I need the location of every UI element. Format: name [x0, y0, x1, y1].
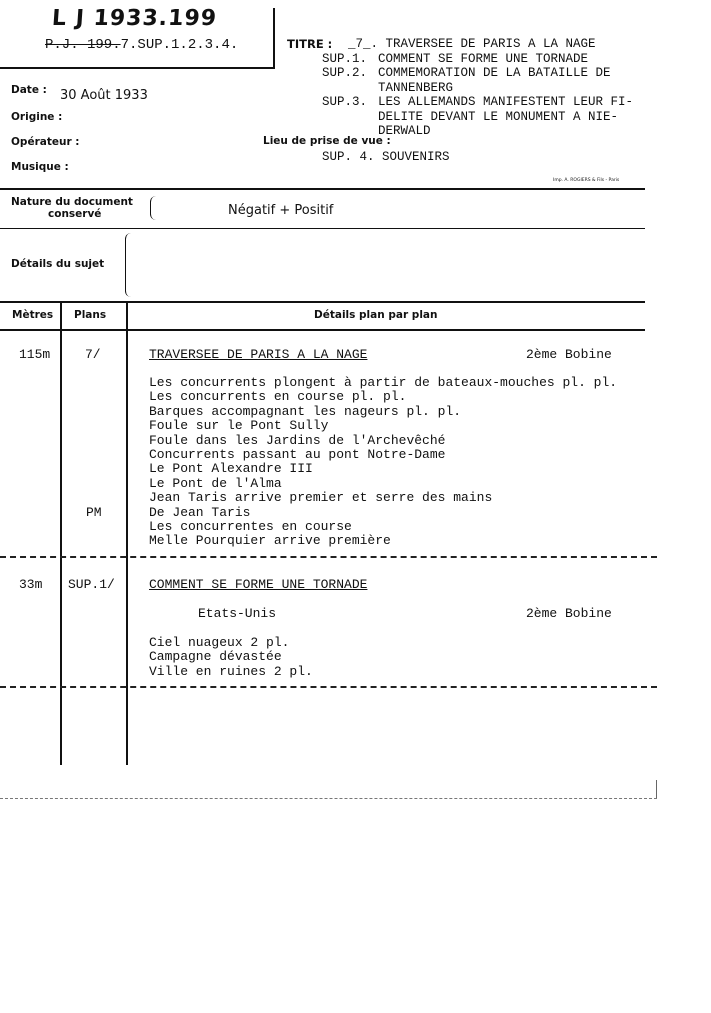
nature-label-line1: Nature du document	[11, 196, 133, 208]
section1-bobine: 2ème Bobine	[526, 347, 612, 362]
title-row: DELITE DEVANT LE MONUMENT A NIE-	[378, 109, 619, 124]
title-row: _7_. TRAVERSEE DE PARIS A LA NAGE	[347, 37, 596, 51]
title-row: DERWALD	[378, 124, 431, 138]
struck-reference: P.J. 199.	[45, 37, 121, 53]
nature-label-line2: conservé	[48, 208, 102, 220]
section1-title: TRAVERSEE DE PARIS A LA NAGE	[149, 347, 368, 362]
column-divider-metres	[60, 303, 62, 765]
nature-value: Négatif + Positif	[228, 203, 334, 218]
shot-line: Foule sur le Pont Sully	[149, 418, 329, 434]
title-row-sup4: SUP. 4. SOUVENIRS	[322, 150, 450, 164]
section1-shot-list	[149, 376, 617, 549]
col-header-plans: Plans	[74, 309, 107, 321]
musique-label: Musique :	[11, 161, 69, 173]
shot-line: Barques accompagnant les nageurs pl. pl.	[149, 403, 462, 419]
reference-line	[45, 37, 238, 53]
section2-divider	[0, 686, 657, 688]
details-sujet-brace	[125, 233, 132, 297]
section1-pm-label: PM	[86, 505, 102, 520]
shot-line: Foule dans les Jardins de l'Archevêché	[149, 432, 446, 448]
shot-line: Jean Taris arrive premier et serre des mains	[149, 490, 493, 506]
date-label: Date :	[11, 84, 47, 96]
header-box-right-border	[273, 8, 275, 68]
shot-line: Melle Pourquier arrive première	[149, 533, 391, 549]
section-divider-nature	[0, 228, 645, 229]
details-sujet-label: Détails du sujet	[11, 258, 105, 270]
section1-metres: 115m	[19, 347, 51, 362]
section1-divider	[0, 556, 657, 558]
lieu-label: Lieu de prise de vue :	[263, 135, 391, 147]
reference-suffix: 7.SUP.1.2.3.4.	[120, 37, 239, 53]
title-row: SUP.3. LES ALLEMANDS MANIFESTENT LEUR FI-	[322, 95, 634, 109]
section2-plan: SUP.1/	[68, 577, 115, 592]
shot-line: De Jean Taris	[149, 504, 251, 520]
title-row: SUP.1. COMMENT SE FORME UNE TORNADE	[322, 51, 589, 66]
table-header-top-rule	[0, 301, 645, 303]
shot-line: Les concurrents en course pl. pl.	[149, 389, 407, 405]
section2-shot-list	[149, 636, 313, 679]
shot-line: Le Pont de l'Alma	[149, 475, 282, 491]
origine-label: Origine :	[11, 111, 63, 123]
col-header-details: Détails plan par plan	[314, 309, 438, 321]
header-box-bottom-border	[0, 67, 275, 69]
section2-metres: 33m	[19, 577, 43, 592]
shot-line: Ville en ruines 2 pl.	[149, 663, 313, 679]
shot-line: Les concurrents plongent à partir de bateaux-mouches pl. pl.	[149, 375, 618, 390]
section2-subtitle: Etats-Unis	[198, 606, 277, 621]
shot-line: Les concurrentes en course	[149, 519, 352, 535]
shot-line: Le Pont Alexandre III	[149, 461, 313, 477]
date-value: 30 Août 1933	[60, 88, 148, 103]
section-divider-top	[0, 188, 645, 190]
page-bottom-rule	[0, 798, 657, 799]
section2-bobine: 2ème Bobine	[526, 606, 612, 621]
handwritten-reference: L J 1933.199	[51, 6, 218, 31]
shot-line: Concurrents passant au pont Notre-Dame	[149, 447, 446, 463]
printer-mark: Imp. A. ROGIERS & Fils - Paris	[553, 178, 620, 183]
col-header-metres: Mètres	[12, 309, 54, 321]
title-list	[322, 37, 633, 139]
section1-plan: 7/	[85, 347, 101, 362]
operateur-label: Opérateur :	[11, 136, 80, 148]
column-divider-plans	[126, 303, 128, 765]
titre-label: TITRE :	[287, 37, 333, 51]
title-row: TANNENBERG	[378, 80, 454, 95]
title-row: SUP.2. COMMEMORATION DE LA BATAILLE DE	[322, 66, 611, 80]
nature-brace	[150, 196, 157, 220]
shot-line: Campagne dévastée	[149, 649, 282, 665]
table-header-bottom-rule	[0, 329, 645, 331]
page-bottom-corner	[656, 780, 657, 798]
section2-title: COMMENT SE FORME UNE TORNADE	[149, 577, 368, 592]
shot-line: Ciel nuageux 2 pl.	[149, 635, 290, 650]
